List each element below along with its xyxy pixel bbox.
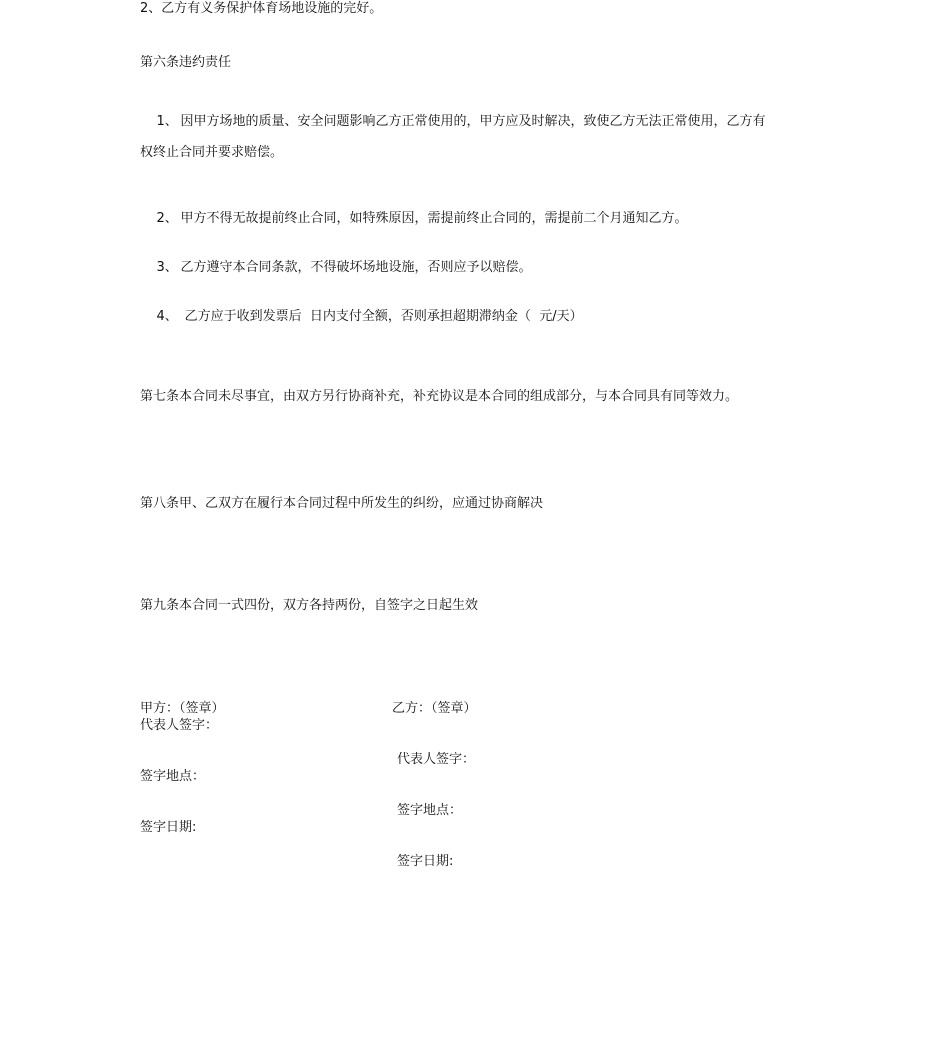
party-a-signing-place: 签字地点： bbox=[140, 769, 206, 784]
item-text: 甲方不得无故提前终止合同，如特殊原因，需提前终止合同的，需提前二个月通知乙方。 bbox=[180, 211, 688, 226]
party-b-representative-signature: 代表人签字： bbox=[397, 752, 476, 767]
item-number: 1、 bbox=[156, 114, 178, 129]
article-7: 第七条本合同未尽事宜，由双方另行协商补充，补充协议是本合同的组成部分，与本合同具有同等效力。 bbox=[140, 389, 739, 404]
article-6-item-1-continued: 权终止合同并要求赔偿。 bbox=[140, 145, 284, 160]
item-text: 因甲方场地的质量、安全问题影响乙方正常使用的，甲方应及时解决，致使乙方无法正常使用，乙方有 bbox=[180, 114, 766, 129]
article-6-item-4 bbox=[140, 290, 583, 344]
party-b-signing-place: 签字地点： bbox=[397, 803, 463, 818]
article-6-heading: 第六条违约责任 bbox=[140, 55, 232, 70]
party-b-signing-date: 签字日期: bbox=[397, 854, 454, 869]
item-number: 2、 bbox=[156, 211, 178, 226]
article-6-item-3 bbox=[140, 241, 532, 295]
item-text: 乙方应于收到发票后 日内支付全额，否则承担超期滞纳金（ 元/天） bbox=[180, 309, 583, 324]
article-8: 第八条甲、乙双方在履行本合同过程中所发生的纠纷，应通过协商解决 bbox=[140, 496, 544, 511]
item-number: 3、 bbox=[156, 260, 178, 275]
party-b-seal-label: 乙方：（签章） bbox=[392, 701, 477, 716]
article-6-item-2 bbox=[140, 192, 688, 246]
party-a-seal-label: 甲方：（签章） bbox=[140, 701, 225, 716]
party-a-representative-signature: 代表人签字： bbox=[140, 718, 219, 733]
article-6-item-1 bbox=[140, 95, 766, 149]
clause-5-item-2: 2、乙方有义务保护体育场地设施的完好。 bbox=[140, 1, 383, 16]
article-9: 第九条本合同一式四份，双方各持两份，自签字之日起生效 bbox=[140, 598, 479, 613]
item-text: 乙方遵守本合同条款，不得破坏场地设施，否则应予以赔偿。 bbox=[180, 260, 532, 275]
item-number: 4、 bbox=[156, 309, 178, 324]
party-a-signing-date: 签字日期: bbox=[140, 820, 197, 835]
